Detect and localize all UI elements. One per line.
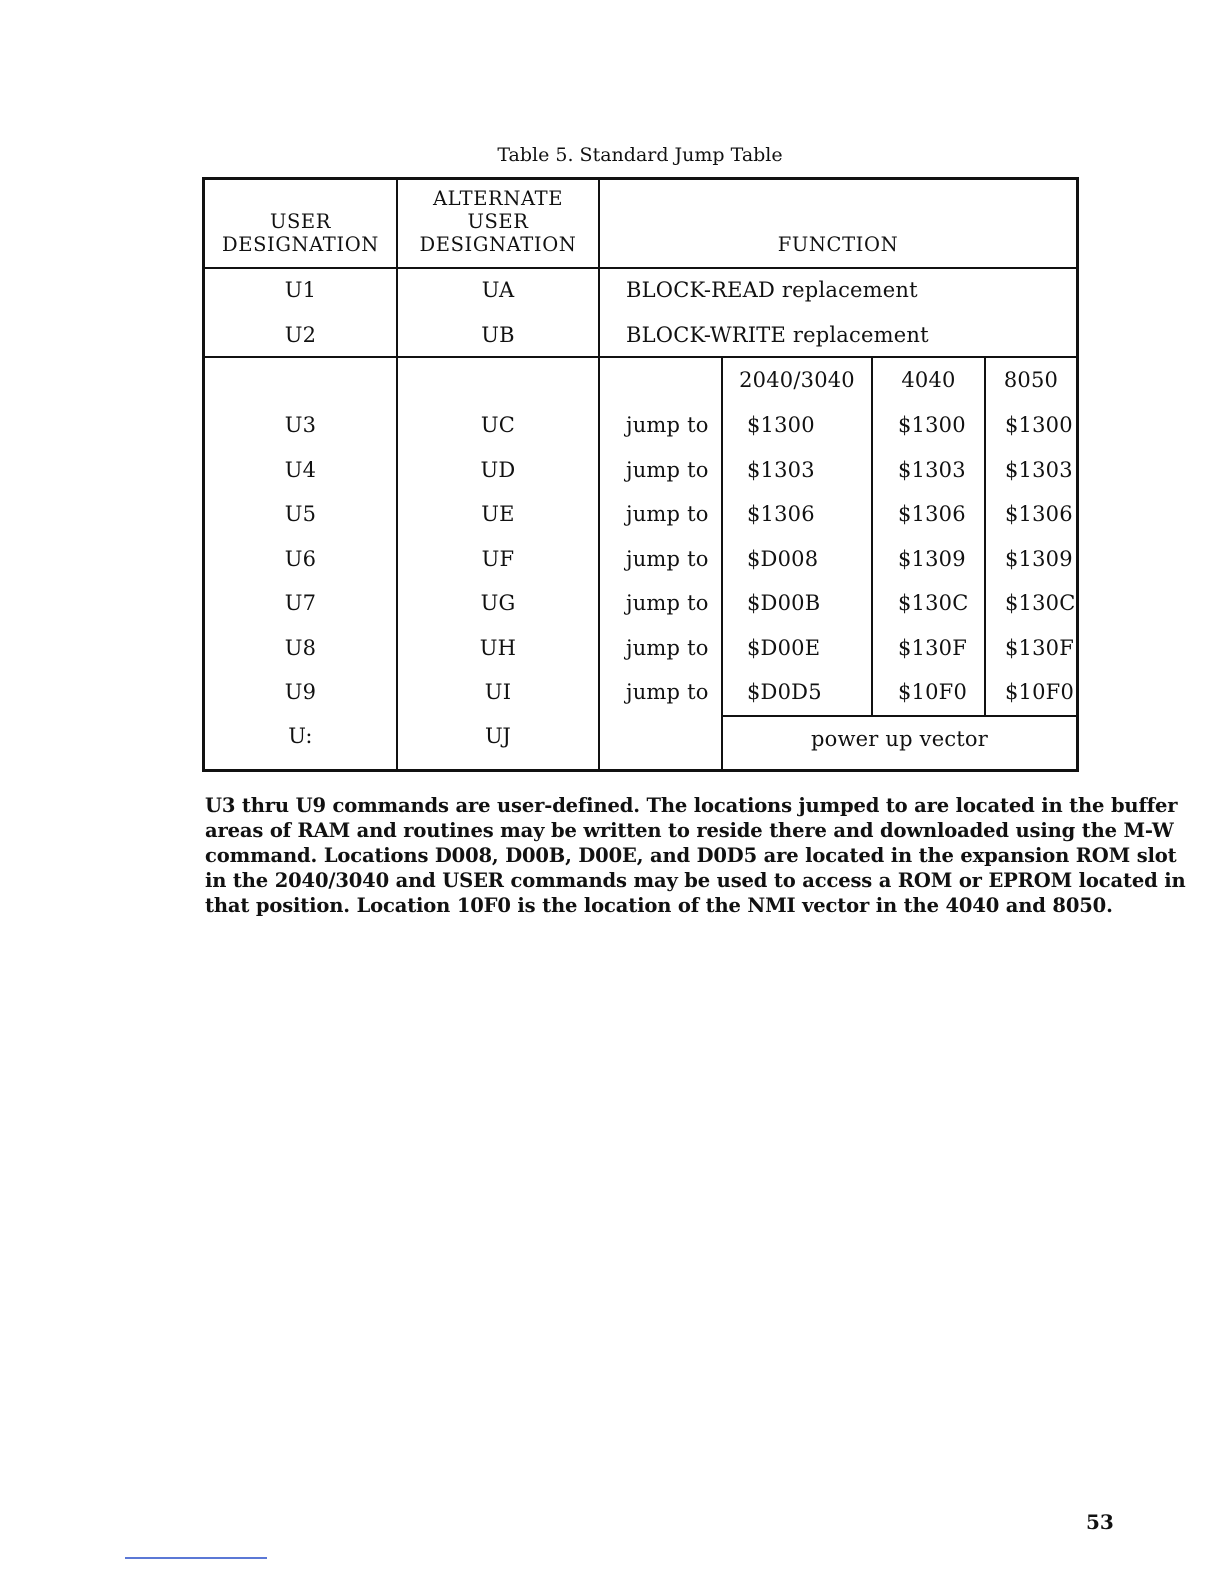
- cell-alt: UF: [481, 546, 515, 571]
- column-divider-3: [721, 358, 723, 770]
- cell-8050: $1303: [1005, 457, 1073, 482]
- cell-2040-3040: $D0D5: [747, 680, 822, 704]
- power-up-divider: [721, 715, 1078, 717]
- cell-4040: $130C: [898, 591, 969, 615]
- cell-function-block-read: BLOCK-READ replacement: [626, 278, 918, 302]
- cell-user-ucolon: U:: [288, 724, 313, 748]
- cell-2040-3040: $1300: [747, 413, 815, 437]
- cell-user: U4: [284, 457, 317, 482]
- header-user-designation: USER DESIGNATION: [222, 210, 379, 256]
- paragraph-line: areas of RAM and routines may be written to reside there and downloaded using the M-W: [205, 819, 1174, 842]
- cell-2040-3040: $D00E: [747, 635, 821, 660]
- cell-4040: $130F: [898, 635, 968, 660]
- cell-user: U9: [284, 680, 317, 704]
- cell-action: jump to: [626, 635, 709, 660]
- cell-alt: UI: [484, 680, 512, 704]
- cell-8050: $1300: [1005, 413, 1073, 437]
- cell-function-block-write: BLOCK-WRITE replacement: [626, 323, 929, 347]
- cell-action: jump to: [626, 457, 709, 482]
- cell-user: U8: [284, 635, 317, 660]
- cell-4040: $1306: [898, 502, 966, 526]
- table-caption: Table 5. Standard Jump Table: [497, 144, 783, 166]
- cell-8050: $1306: [1005, 502, 1073, 526]
- model-header-4040: 4040: [901, 368, 956, 392]
- paragraph-line: U3 thru U9 commands are user-defined. The locations jumped to are located in the buffer: [205, 794, 1178, 817]
- paragraph-line: that position. Location 10F0 is the location of the NMI vector in the 4040 and 8050.: [205, 894, 1113, 917]
- cell-alt: UC: [480, 413, 516, 437]
- jump-table: [202, 177, 1078, 772]
- cell-8050: $1309: [1005, 546, 1073, 571]
- paragraph-line: in the 2040/3040 and USER commands may be used to access a ROM or EPROM located in: [205, 869, 1186, 892]
- footer-rule: [125, 1557, 267, 1559]
- cell-alt-ub: UB: [481, 323, 515, 347]
- header-alternate-user-designation: ALTERNATE USER DESIGNATION: [419, 187, 577, 256]
- cell-action: jump to: [626, 591, 709, 615]
- cell-4040: $1303: [898, 457, 966, 482]
- cell-4040: $1309: [898, 546, 966, 571]
- cell-user: U5: [284, 502, 317, 526]
- cell-2040-3040: $1303: [747, 457, 815, 482]
- cell-8050: $10F0: [1005, 680, 1075, 704]
- column-divider-5: [984, 358, 986, 716]
- section-divider: [202, 356, 1078, 358]
- cell-user-u1: U1: [284, 278, 317, 302]
- cell-action: jump to: [626, 546, 709, 571]
- cell-user: U3: [284, 413, 317, 437]
- cell-alt: UG: [480, 591, 516, 615]
- cell-alt: UD: [480, 457, 516, 482]
- cell-alt: UH: [479, 635, 517, 660]
- cell-user: U7: [284, 591, 317, 615]
- cell-2040-3040: $D008: [747, 546, 819, 571]
- cell-2040-3040: $D00B: [747, 591, 821, 615]
- page-number: 53: [1086, 1510, 1114, 1534]
- cell-4040: $10F0: [898, 680, 968, 704]
- paragraph-line: command. Locations D008, D00B, D00E, and D0D5 are located in the expansion ROM slot: [205, 844, 1177, 867]
- header-function: FUNCTION: [777, 233, 899, 256]
- cell-8050: $130C: [1005, 591, 1076, 615]
- cell-action: jump to: [626, 413, 709, 437]
- cell-alt: UE: [481, 502, 515, 526]
- header-divider: [202, 267, 1078, 269]
- cell-user-u2: U2: [284, 323, 317, 347]
- model-header-8050: 8050: [1003, 368, 1059, 392]
- explanation-paragraph: [205, 793, 1186, 918]
- model-header-2040-3040: 2040/3040: [739, 368, 855, 392]
- cell-action: jump to: [626, 502, 709, 526]
- cell-4040: $1300: [898, 413, 966, 437]
- cell-8050: $130F: [1005, 635, 1075, 660]
- cell-2040-3040: $1306: [747, 502, 815, 526]
- cell-power-up-vector: power up vector: [810, 727, 989, 751]
- cell-alt-ua: UA: [481, 278, 515, 302]
- cell-action: jump to: [626, 680, 709, 704]
- table-border-top: [202, 177, 1078, 180]
- cell-alt-uj: UJ: [485, 724, 511, 748]
- table-border-bottom: [202, 769, 1078, 772]
- column-divider-4: [871, 358, 873, 716]
- cell-user: U6: [284, 546, 317, 571]
